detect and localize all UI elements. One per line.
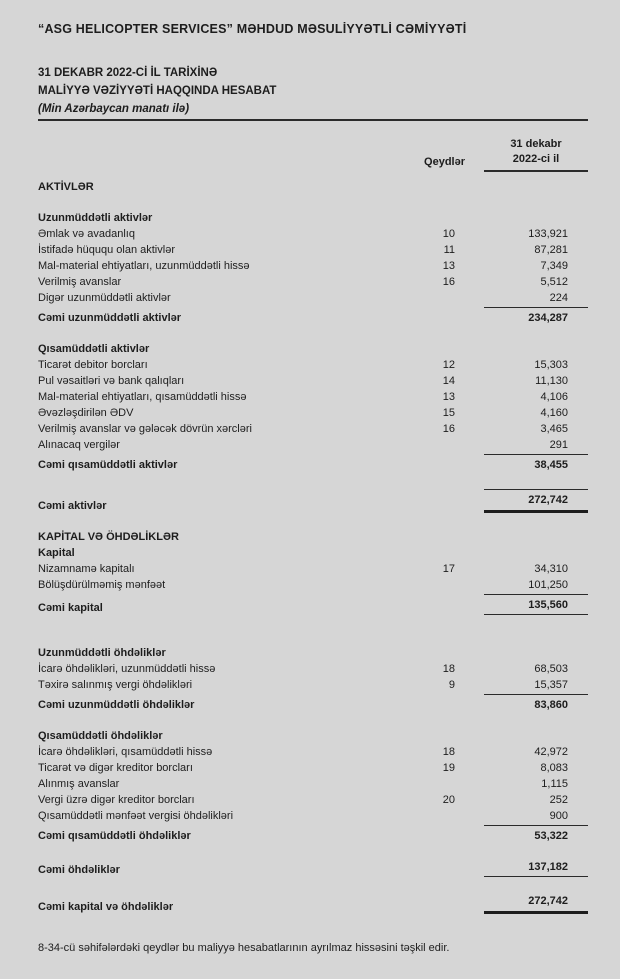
row-label: Ticarət və digər kreditor borcları xyxy=(38,762,193,774)
row-label: Vergi üzrə digər kreditor borcları xyxy=(38,794,195,806)
row-label: Mal-material ehtiyatları, uzunmüddətli hissə xyxy=(38,260,250,272)
table-row xyxy=(38,743,588,759)
table-row xyxy=(38,694,588,712)
row-note: 18 xyxy=(442,746,455,758)
row-label: Əvəzləşdirilən ƏDV xyxy=(38,407,134,419)
row-value: 7,349 xyxy=(540,260,568,272)
table-row xyxy=(38,775,588,791)
row-label: Verilmiş avanslar və gələcək dövrün xərcləri xyxy=(38,423,252,435)
row-label: Cəmi uzunmüddətli aktivlər xyxy=(38,312,182,324)
table-row xyxy=(38,489,588,513)
row-value: 68,503 xyxy=(534,663,568,675)
table-row xyxy=(38,644,588,660)
table-column-headers xyxy=(38,137,588,172)
row-label: AKTİVLƏR xyxy=(38,181,94,193)
table-row xyxy=(38,660,588,676)
row-label: Bölüşdürülməmiş mənfəət xyxy=(38,579,166,591)
row-label: Təxirə salınmış vergi öhdəlikləri xyxy=(38,679,193,691)
row-note: 15 xyxy=(442,407,455,419)
currency-note: (Min Azərbaycan manatı ilə) xyxy=(38,103,190,115)
row-label: Qısamüddətli öhdəliklər xyxy=(38,730,163,742)
row-value: 133,921 xyxy=(528,228,568,240)
notes-column-header: Qeydlər xyxy=(424,156,465,168)
row-note: 16 xyxy=(442,423,455,435)
row-label: Alınmış avanslar xyxy=(38,778,120,790)
table-row xyxy=(38,420,588,436)
row-value: 224 xyxy=(549,292,568,304)
table-row xyxy=(38,209,588,225)
row-label: Kapital xyxy=(38,547,75,559)
row-label: Nizamnamə kapitalı xyxy=(38,563,135,575)
row-value: 83,860 xyxy=(484,694,588,712)
table-row xyxy=(38,273,588,289)
row-value: 272,742 xyxy=(484,894,588,914)
row-label: Mal-material ehtiyatları, qısamüddətli hissə xyxy=(38,391,247,403)
row-note: 18 xyxy=(442,663,455,675)
row-value: 4,160 xyxy=(540,407,568,419)
table-row xyxy=(38,676,588,692)
row-spacer xyxy=(38,194,588,209)
row-value: 15,357 xyxy=(534,679,568,691)
table-row xyxy=(38,791,588,807)
table-row xyxy=(38,727,588,743)
table-row xyxy=(38,436,588,452)
row-value: 101,250 xyxy=(528,579,568,591)
table-row xyxy=(38,257,588,273)
row-label: Cəmi qısamüddətli aktivlər xyxy=(38,459,178,471)
table-row xyxy=(38,759,588,775)
table-row xyxy=(38,404,588,420)
table-row xyxy=(38,388,588,404)
row-value: 34,310 xyxy=(534,563,568,575)
table-row xyxy=(38,340,588,356)
row-label: Cəmi kapital və öhdəliklər xyxy=(38,901,174,913)
row-value: 137,182 xyxy=(484,860,588,877)
row-spacer xyxy=(38,877,588,892)
row-label: KAPİTAL VƏ ÖHDƏLİKLƏR xyxy=(38,531,179,543)
row-spacer xyxy=(38,513,588,528)
table-row xyxy=(38,289,588,305)
row-note: 11 xyxy=(443,244,455,256)
row-spacer xyxy=(38,843,588,858)
footer-note: 8-34-cü səhifələrdəki qeydlər bu maliyyə hesabatlarının ayrılmaz hissəsini təşkil edir. xyxy=(38,942,450,954)
table-row xyxy=(38,178,588,194)
row-label: Verilmiş avanslar xyxy=(38,276,122,288)
row-label: Əmlak və avadanlıq xyxy=(38,228,135,240)
row-value: 1,115 xyxy=(541,778,568,790)
row-note: 14 xyxy=(442,375,455,387)
row-label: Pul vəsaitləri və bank qalıqları xyxy=(38,375,185,387)
table-row xyxy=(38,544,588,560)
row-label: Cəmi öhdəliklər xyxy=(38,864,120,876)
row-label: Qısamüddətli aktivlər xyxy=(38,343,150,355)
row-label: Ticarət debitor borcları xyxy=(38,359,148,371)
row-value: 15,303 xyxy=(534,359,568,371)
row-value: 900 xyxy=(549,810,568,822)
row-value: 11,130 xyxy=(535,375,568,387)
table-row xyxy=(38,560,588,576)
row-value: 87,281 xyxy=(534,244,568,256)
row-value: 42,972 xyxy=(534,746,568,758)
row-value: 252 xyxy=(549,794,568,806)
row-label: Uzunmüddətli öhdəliklər xyxy=(38,647,166,659)
row-note: 13 xyxy=(442,260,455,272)
period-header-line2: 2022-ci il xyxy=(512,153,560,165)
table-row xyxy=(38,576,588,592)
period-column-header xyxy=(484,137,588,172)
row-label: İcarə öhdəlikləri, qısamüddətli hissə xyxy=(38,746,213,758)
row-note: 17 xyxy=(442,563,455,575)
table-row xyxy=(38,825,588,843)
row-value: 135,560 xyxy=(484,594,588,615)
table-row xyxy=(38,454,588,472)
table-row xyxy=(38,225,588,241)
table-row xyxy=(38,528,588,544)
row-note: 19 xyxy=(442,762,455,774)
row-value: 4,106 xyxy=(540,391,568,403)
table-row xyxy=(38,372,588,388)
period-header-line1: 31 dekabr xyxy=(510,138,562,150)
row-spacer xyxy=(38,615,588,644)
company-title: “ASG HELICOPTER SERVICES” MƏHDUD MƏSULİYYƏTLİ CƏMİYYƏTİ xyxy=(38,22,467,36)
header-rule xyxy=(38,119,588,121)
row-spacer xyxy=(38,325,588,340)
row-label: Digər uzunmüddətli aktivlər xyxy=(38,292,171,304)
row-label: İcarə öhdəlikləri, uzunmüddətli hissə xyxy=(38,663,216,675)
row-value: 53,322 xyxy=(484,825,588,843)
row-note: 12 xyxy=(442,359,455,371)
row-value: 3,465 xyxy=(540,423,568,435)
row-label: Cəmi kapital xyxy=(38,602,103,614)
row-note: 20 xyxy=(442,794,455,806)
row-spacer xyxy=(38,712,588,727)
row-value: 272,742 xyxy=(484,489,588,513)
row-spacer xyxy=(38,472,588,487)
row-label: Alınacaq vergilər xyxy=(38,439,120,451)
report-title: MALİYYƏ VƏZİYYƏTİ HAQQINDA HESABAT xyxy=(38,85,277,97)
table-row xyxy=(38,894,588,914)
row-label: Cəmi qısamüddətli öhdəliklər xyxy=(38,830,191,842)
row-label: Cəmi uzunmüddətli öhdəliklər xyxy=(38,699,195,711)
row-label: Uzunmüddətli aktivlər xyxy=(38,212,153,224)
row-value: 8,083 xyxy=(540,762,568,774)
table-row xyxy=(38,356,588,372)
row-note: 9 xyxy=(448,679,455,691)
row-value: 291 xyxy=(549,439,568,451)
table-row xyxy=(38,594,588,615)
table-row xyxy=(38,241,588,257)
report-header xyxy=(38,64,588,118)
table-row xyxy=(38,860,588,877)
row-value: 38,455 xyxy=(484,454,588,472)
table-row xyxy=(38,307,588,325)
row-label: Qısamüddətli mənfəət vergisi öhdəlikləri xyxy=(38,810,234,822)
row-note: 10 xyxy=(442,228,455,240)
balance-sheet-table xyxy=(38,178,588,914)
row-note: 13 xyxy=(442,391,455,403)
row-value: 234,287 xyxy=(484,307,588,325)
table-row xyxy=(38,807,588,823)
report-date-line: 31 DEKABR 2022-Cİ İL TARİXİNƏ xyxy=(38,67,218,79)
row-label: Cəmi aktivlər xyxy=(38,500,107,512)
row-note: 16 xyxy=(442,276,455,288)
row-label: İstifadə hüququ olan aktivlər xyxy=(38,244,175,256)
row-value: 5,512 xyxy=(540,276,568,288)
